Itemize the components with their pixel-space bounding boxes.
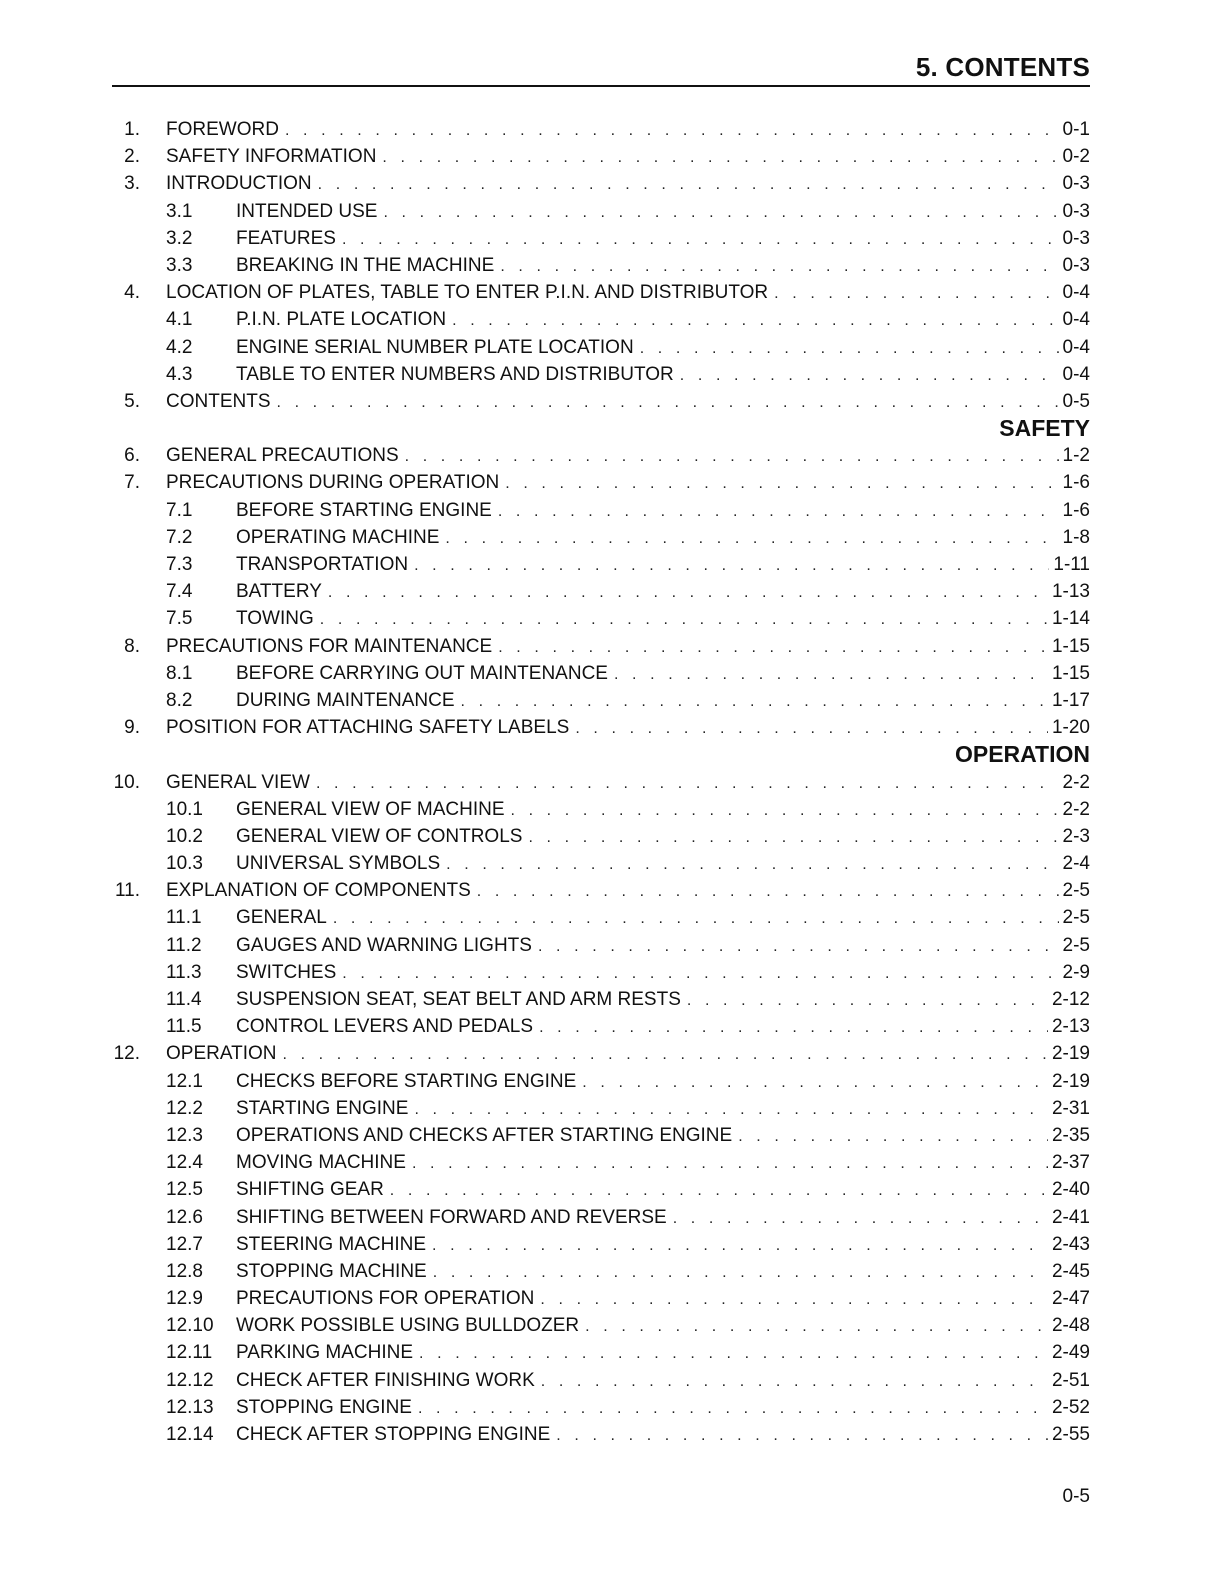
toc-subentry <box>0 605 1228 632</box>
dot-leader <box>582 1069 1048 1096</box>
toc-entry-number: 3. <box>124 173 140 195</box>
toc-entry-number: 11.2 <box>166 934 202 956</box>
toc-entry-number: 1. <box>124 119 140 140</box>
table-of-contents <box>0 116 1228 1448</box>
toc-subentry <box>0 1176 1228 1203</box>
dot-leader <box>541 1368 1048 1395</box>
toc-entry-number: 10.2 <box>166 825 203 847</box>
toc-entry-number: 4.2 <box>166 336 193 358</box>
dot-leader <box>687 987 1048 1014</box>
toc-entry-title: PRECAUTIONS FOR OPERATION <box>236 1288 535 1310</box>
dot-leader <box>418 1395 1048 1422</box>
toc-subentry <box>0 1394 1228 1421</box>
dot-leader <box>328 579 1048 606</box>
toc-entry-page: 2-52 <box>1051 1396 1090 1418</box>
section-heading: SAFETY <box>999 415 1090 442</box>
toc-entry-title: CONTENTS <box>166 390 271 412</box>
toc-entry-number: 10. <box>113 771 140 793</box>
toc-entry-page: 0-5 <box>1062 390 1090 412</box>
toc-entry-page: 2-13 <box>1051 1016 1090 1038</box>
toc-entry-title: CHECK AFTER FINISHING WORK <box>236 1369 535 1391</box>
toc-entry-number: 8.2 <box>166 689 193 711</box>
toc-subentry <box>0 959 1228 986</box>
toc-entry-page: 2-40 <box>1051 1179 1090 1201</box>
toc-entry <box>0 170 1228 197</box>
toc-entry-title: TOWING <box>236 608 314 630</box>
toc-entry-title: P.I.N. PLATE LOCATION <box>236 309 447 331</box>
toc-entry-page: 2-31 <box>1051 1097 1090 1119</box>
toc-entry-page: 0-2 <box>1062 146 1090 168</box>
toc-entry-number: 12.1 <box>166 1070 203 1092</box>
dot-leader <box>342 226 1059 253</box>
toc-entry-page: 2-9 <box>1062 961 1090 983</box>
toc-entry-title: WORK POSSIBLE USING BULLDOZER <box>236 1315 580 1337</box>
toc-subentry <box>0 551 1228 578</box>
toc-subentry <box>0 1421 1228 1448</box>
toc-entry-title: ENGINE SERIAL NUMBER PLATE LOCATION <box>236 336 634 358</box>
toc-entry-title: LOCATION OF PLATES, TABLE TO ENTER P.I.N. AND DISTRIBUTOR <box>166 282 769 304</box>
toc-entry-number: 7.4 <box>166 581 193 603</box>
toc-subentry <box>0 1312 1228 1339</box>
toc-entry-title: GAUGES AND WARNING LIGHTS <box>236 934 532 956</box>
toc-entry-title: PARKING MACHINE <box>236 1342 414 1364</box>
toc-entry-title: POSITION FOR ATTACHING SAFETY LABELS <box>166 717 570 739</box>
toc-entry-page: 1-14 <box>1051 608 1090 630</box>
toc-subentry <box>0 198 1228 225</box>
toc-entry-page: 1-13 <box>1051 581 1090 603</box>
dot-leader <box>500 253 1058 280</box>
toc-entry-number: 11. <box>114 880 140 902</box>
toc-subentry <box>0 823 1228 850</box>
toc-entry-title: STOPPING MACHINE <box>236 1260 427 1282</box>
toc-entry-page: 2-19 <box>1051 1070 1090 1092</box>
dot-leader <box>511 797 1059 824</box>
toc-entry-number: 3.2 <box>166 227 193 249</box>
toc-subentry <box>0 850 1228 877</box>
toc-entry-page: 2-41 <box>1051 1206 1090 1228</box>
toc-entry-title: EXPLANATION OF COMPONENTS <box>166 880 471 902</box>
dot-leader <box>461 688 1048 715</box>
toc-entry-number: 12.12 <box>166 1369 214 1391</box>
toc-entry-page: 2-43 <box>1051 1233 1090 1255</box>
toc-entry-number: 12. <box>113 1043 140 1065</box>
toc-entry-title: PRECAUTIONS FOR MAINTENANCE <box>166 635 493 657</box>
toc-entry-page: 0-4 <box>1062 309 1090 331</box>
toc-entry-page: 2-55 <box>1051 1424 1090 1445</box>
page-number: 0-5 <box>1062 1486 1090 1507</box>
toc-entry <box>0 633 1228 660</box>
toc-entry-number: 10.3 <box>166 853 203 875</box>
toc-entry-page: 1-2 <box>1062 445 1090 467</box>
toc-entry-title: TRANSPORTATION <box>236 554 409 575</box>
toc-entry-page: 1-8 <box>1062 526 1090 548</box>
toc-entry-title: TABLE TO ENTER NUMBERS AND DISTRIBUTOR <box>236 363 674 385</box>
toc-entry-title: GENERAL VIEW <box>166 771 310 793</box>
toc-entry-page: 2-49 <box>1051 1342 1090 1364</box>
dot-leader <box>419 1340 1048 1367</box>
toc-entry <box>0 469 1228 496</box>
toc-entry-title: PRECAUTIONS DURING OPERATION <box>166 472 500 494</box>
dot-leader <box>640 335 1059 362</box>
toc-subentry <box>0 524 1228 551</box>
toc-subentry <box>0 1258 1228 1285</box>
dot-leader <box>498 498 1059 525</box>
toc-subentry <box>0 225 1228 252</box>
toc-entry-number: 3.3 <box>166 254 193 276</box>
toc-entry-number: 12.11 <box>166 1342 213 1364</box>
dot-leader <box>342 960 1058 987</box>
toc-entry-number: 11.1 <box>166 907 202 929</box>
toc-entry-number: 12.3 <box>166 1124 203 1146</box>
toc-entry-number: 4. <box>124 282 140 304</box>
dot-leader <box>285 117 1059 144</box>
toc-entry-title: CHECK AFTER STOPPING ENGINE <box>236 1424 551 1445</box>
toc-entry-title: SUSPENSION SEAT, SEAT BELT AND ARM RESTS <box>236 989 681 1010</box>
toc-entry-title: MOVING MACHINE <box>236 1152 406 1174</box>
toc-entry-number: 7.3 <box>166 554 193 575</box>
toc-entry-number: 8.1 <box>166 662 193 684</box>
dot-leader <box>540 1286 1048 1313</box>
toc-entry-page: 2-35 <box>1051 1124 1090 1146</box>
toc-entry-page: 0-3 <box>1062 173 1090 195</box>
toc-entry-title: INTRODUCTION <box>166 173 312 195</box>
dot-leader <box>414 1096 1048 1123</box>
toc-entry-page: 2-5 <box>1062 880 1090 902</box>
toc-entry-page: 0-3 <box>1062 227 1090 249</box>
toc-subentry <box>0 252 1228 279</box>
toc-entry-page: 2-12 <box>1051 989 1090 1010</box>
toc-entry-page: 0-3 <box>1062 254 1090 276</box>
toc-entry-page: 0-4 <box>1062 282 1090 304</box>
toc-entry-number: 10.1 <box>166 798 203 820</box>
toc-subentry <box>0 796 1228 823</box>
toc-entry-page: 2-5 <box>1062 934 1090 956</box>
toc-entry <box>0 116 1228 143</box>
toc-entry-number: 7.1 <box>166 499 193 521</box>
toc-entry-number: 12.8 <box>166 1260 203 1282</box>
toc-entry-title: STOPPING ENGINE <box>236 1396 412 1418</box>
toc-subentry <box>0 1231 1228 1258</box>
toc-entry-title: GENERAL <box>236 907 327 929</box>
dot-leader <box>673 1205 1048 1232</box>
page-title: 5. CONTENTS <box>915 52 1090 82</box>
toc-entry-number: 11.5 <box>166 1016 202 1038</box>
toc-entry-title: CONTROL LEVERS AND PEDALS <box>236 1016 534 1038</box>
dot-leader <box>575 715 1048 742</box>
toc-entry-number: 2. <box>124 146 140 168</box>
toc-entry-page: 0-3 <box>1062 200 1090 222</box>
toc-subentry <box>0 904 1228 931</box>
toc-entry-number: 4.1 <box>166 309 193 331</box>
toc-entry-number: 12.6 <box>166 1206 203 1228</box>
toc-entry-number: 7.2 <box>166 526 193 548</box>
toc-entry-title: GENERAL PRECAUTIONS <box>166 445 399 467</box>
toc-entry-page: 2-47 <box>1051 1288 1090 1310</box>
toc-entry-title: SAFETY INFORMATION <box>166 146 377 168</box>
toc-entry-number: 4.3 <box>166 363 193 385</box>
toc-entry-title: OPERATIONS AND CHECKS AFTER STARTING ENGINE <box>236 1124 733 1146</box>
dot-leader <box>283 1041 1048 1068</box>
toc-entry-title: CHECKS BEFORE STARTING ENGINE <box>236 1070 577 1092</box>
toc-entry-page: 0-4 <box>1062 363 1090 385</box>
toc-subentry <box>0 578 1228 605</box>
toc-subentry <box>0 1013 1228 1040</box>
dot-leader <box>774 280 1058 307</box>
toc-entry <box>0 1040 1228 1067</box>
toc-entry-page: 2-51 <box>1051 1369 1090 1391</box>
toc-entry-title: GENERAL VIEW OF MACHINE <box>236 798 505 820</box>
toc-entry-title: SHIFTING BETWEEN FORWARD AND REVERSE <box>236 1206 667 1228</box>
dot-leader <box>446 851 1058 878</box>
toc-entry-number: 12.9 <box>166 1288 203 1310</box>
toc-subentry <box>0 687 1228 714</box>
toc-entry-page: 0-1 <box>1062 119 1090 140</box>
dot-leader <box>528 824 1058 851</box>
toc-subentry <box>0 361 1228 388</box>
toc-entry-number: 3.1 <box>166 200 193 222</box>
toc-entry-title: STEERING MACHINE <box>236 1233 427 1255</box>
toc-entry-number: 7. <box>124 472 140 494</box>
toc-subentry <box>0 497 1228 524</box>
dot-leader <box>383 199 1058 226</box>
toc-entry-number: 12.14 <box>166 1424 214 1445</box>
toc-entry <box>0 877 1228 904</box>
dot-leader <box>433 1259 1048 1286</box>
toc-entry-number: 12.13 <box>166 1396 214 1418</box>
toc-entry-title: OPERATING MACHINE <box>236 526 440 548</box>
toc-entry-number: 6. <box>124 445 140 467</box>
toc-entry <box>0 388 1228 415</box>
dot-leader <box>538 933 1059 960</box>
toc-subentry <box>0 1285 1228 1312</box>
toc-entry-page: 1-6 <box>1062 472 1090 494</box>
toc-subentry <box>0 1095 1228 1122</box>
toc-entry-title: STARTING ENGINE <box>236 1097 409 1119</box>
toc-entry-page: 1-15 <box>1051 635 1090 657</box>
dot-leader <box>477 878 1059 905</box>
dot-leader <box>614 661 1048 688</box>
dot-leader <box>445 525 1058 552</box>
toc-entry-title: BEFORE CARRYING OUT MAINTENANCE <box>236 662 608 684</box>
toc-subentry <box>0 932 1228 959</box>
toc-entry <box>0 769 1228 796</box>
toc-entry-page: 2-4 <box>1062 853 1090 875</box>
toc-entry-page: 2-45 <box>1051 1260 1090 1282</box>
section-heading: OPERATION <box>954 741 1090 768</box>
toc-entry <box>0 442 1228 469</box>
toc-entry-number: 12.2 <box>166 1097 203 1119</box>
toc-entry-title: GENERAL VIEW OF CONTROLS <box>236 825 523 847</box>
toc-entry-title: BEFORE STARTING ENGINE <box>236 499 492 521</box>
toc-entry-title: SWITCHES <box>236 961 337 983</box>
dot-leader <box>277 389 1059 416</box>
toc-entry-number: 9. <box>124 717 140 739</box>
dot-leader <box>390 1177 1048 1204</box>
toc-subentry <box>0 1122 1228 1149</box>
dot-leader <box>432 1232 1048 1259</box>
toc-entry-title: OPERATION <box>166 1043 277 1065</box>
dot-leader <box>318 171 1059 198</box>
dot-leader <box>556 1422 1048 1449</box>
dot-leader <box>412 1150 1048 1177</box>
dot-leader <box>498 634 1048 661</box>
toc-entry-number: 7.5 <box>166 608 193 630</box>
toc-entry-number: 8. <box>124 635 140 657</box>
dot-leader <box>680 362 1059 389</box>
toc-entry-number: 12.5 <box>166 1179 203 1201</box>
toc-entry-title: DURING MAINTENANCE <box>236 689 455 711</box>
toc-entry-page: 2-37 <box>1051 1152 1090 1174</box>
toc-entry <box>0 714 1228 741</box>
toc-entry-title: FEATURES <box>236 227 336 249</box>
toc-subentry <box>0 1339 1228 1366</box>
dot-leader <box>405 443 1059 470</box>
toc-subentry <box>0 986 1228 1013</box>
toc-subentry <box>0 334 1228 361</box>
toc-entry-number: 11.3 <box>166 961 202 983</box>
toc-entry-title: BREAKING IN THE MACHINE <box>236 254 495 276</box>
toc-entry-page: 2-3 <box>1062 825 1090 847</box>
toc-entry-page: 2-19 <box>1051 1043 1090 1065</box>
toc-entry-page: 1-20 <box>1051 717 1090 739</box>
toc-entry-page: 1-15 <box>1051 662 1090 684</box>
toc-entry-title: SHIFTING GEAR <box>236 1179 384 1201</box>
toc-entry-title: INTENDED USE <box>236 200 378 222</box>
toc-entry <box>0 279 1228 306</box>
toc-entry-page: 1-6 <box>1062 499 1090 521</box>
dot-leader <box>414 552 1049 579</box>
toc-subentry <box>0 1367 1228 1394</box>
toc-subentry <box>0 1149 1228 1176</box>
toc-entry-number: 5. <box>124 390 140 412</box>
toc-entry-number: 12.10 <box>166 1315 214 1337</box>
toc-entry-page: 2-2 <box>1062 798 1090 820</box>
toc-entry-page: 1-11 <box>1053 554 1090 575</box>
toc-entry-number: 12.7 <box>166 1233 203 1255</box>
header-divider <box>112 85 1090 87</box>
toc-subentry <box>0 1204 1228 1231</box>
dot-leader <box>585 1313 1048 1340</box>
toc-entry-page: 2-5 <box>1062 907 1090 929</box>
dot-leader <box>316 770 1059 797</box>
toc-entry-number: 12.4 <box>166 1152 203 1174</box>
dot-leader <box>539 1014 1048 1041</box>
dot-leader <box>320 606 1048 633</box>
toc-subentry <box>0 306 1228 333</box>
toc-subentry <box>0 1068 1228 1095</box>
toc-entry-page: 2-2 <box>1062 771 1090 793</box>
toc-entry-title: FOREWORD <box>166 119 279 140</box>
toc-entry-number: 11.4 <box>166 989 202 1010</box>
toc-entry-page: 2-48 <box>1051 1315 1090 1337</box>
dot-leader <box>505 470 1058 497</box>
toc-entry-page: 1-17 <box>1051 689 1090 711</box>
dot-leader <box>738 1123 1048 1150</box>
dot-leader <box>452 307 1058 334</box>
toc-entry <box>0 143 1228 170</box>
toc-entry-title: UNIVERSAL SYMBOLS <box>236 853 441 875</box>
dot-leader <box>333 905 1059 932</box>
toc-entry-page: 0-4 <box>1062 336 1090 358</box>
dot-leader <box>382 144 1058 171</box>
toc-entry-title: BATTERY <box>236 581 322 603</box>
toc-subentry <box>0 660 1228 687</box>
